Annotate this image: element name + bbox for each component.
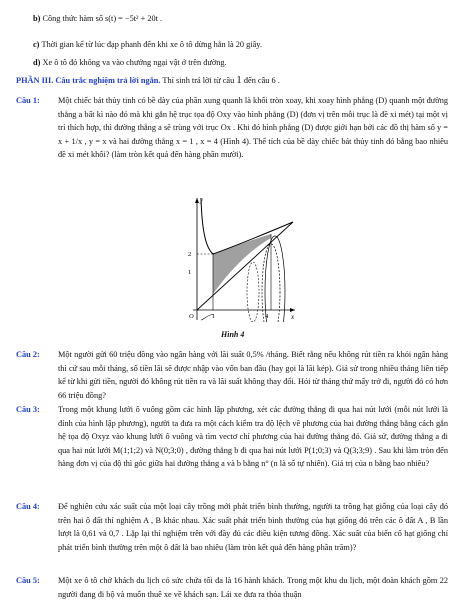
question-5-label: Câu 5: [16,576,40,585]
question-3-text: Trong một khung lưới ô vuông gồm các hình lập phương, xét các đường thẳng đi qua hai nút lưới (mỗi nút lưới là đỉnh của hình lập phương), người ta đưa ra một cách kiểm tra độ lệch về phương của hai đường thẳng bằng cách gắn hệ tọa độ Oxyz vào khung lưới ô vuông và tìm vectơ chỉ phương của hai đường thẳng đó. Giả sử, đường thẳng a đi qua hai nút lưới M(1;1;2) và N(0;3;0) , đường thẳng b đi qua hai nút lưới P(1;0;3) và Q(3;3;9) . Sau khi làm tròn đến hàng đơn vị của độ thì góc giữa hai đường thẳng a và b bằng n° (n là số tự nhiên). Giá trị của n bằng bao nhiêu? [58,405,448,468]
question-1-text: Một chiếc bát thủy tinh có bề dày của phần xung quanh là khối tròn xoay, khi xoay hình phẳng (D) quanh một đường thẳng a bất kì nào đó mà khi gắn hệ trục tọa độ Oxy vào hình phẳng (D) (đơn vị trên mỗi trục là đề xi mét) tại một vị trí thích hợp, thì đường thẳng a sẽ trùng với trục Ox . Khi đó hình phẳng (D) được giới hạn bởi các đồ thị hàm số y = x + 1/x , y = x và hai đường thẳng x = 1 , x = 4 (Hình 4). Thể tích của bề dày chiếc bát thủy tinh đó bằng bao nhiêu đề xi mét khối? (làm tròn kết quả đến hàng phần mười). [58,96,448,159]
y-axis-arrow-icon [195,198,199,203]
x-axis-arrow-icon [290,308,295,312]
tick-x-1: 1 [212,313,216,320]
question-3-label: Câu 3: [16,405,40,414]
line-y-equals-x [197,222,293,310]
figure-hinh-4 [175,192,300,322]
figure-caption: Hình 4 [221,330,245,339]
item-c: c) Thời gian kể từ lúc đạp phanh đến khi xe ô tô dừng hẳn là 20 giây. [33,40,262,49]
item-d: d) Xe ô tô đó không va vào chướng ngại vật ở trên đường. [33,58,227,67]
rotation-ellipse-1 [247,262,259,322]
question-4-label: Câu 4: [16,502,40,511]
origin-label: O [189,313,194,320]
question-4-text: Để nghiên cứu xác suất của một loại cây trồng mới phát triển bình thường, người ta trồng hạt giống của loại cây đó trên hai ô đất thí nghiệm A , B khác nhau. Xác suất phát triển bình thường của hạt giống đó trên các ô đất A , B lần lượt là 0,61 và 0,7 . Lặp lại thí nghiệm trên với đầy đủ các điều kiện tương đồng. Xác suất của biến cố hạt giống chỉ phát triển bình thường trên một ô đất là bao nhiêu (làm tròn kết quả đến hàng phần trăm)? [58,502,448,552]
y-axis-label: y [200,196,204,204]
item-b: b) Công thức hàm số s(t) = −5t² + 20t . [33,14,163,23]
tick-y-1: 1 [188,269,192,276]
section-heading: PHẦN III. Câu trắc nghiệm trả lời ngắn. Thí sinh trả lời từ câu 1 đến câu 6 . [16,74,280,86]
section-title: PHẦN III. Câu trắc nghiệm trả lời ngắn. [16,76,161,85]
question-1-label: Câu 1: [16,96,40,105]
question-5-text: Một xe ô tô chở khách du lịch có sức chứa tối đa là 16 hành khách. Trong một khu du lịch, một đoàn khách gồm 22 người đang đi bộ và muốn thuê xe về khách sạn. Lái xe đưa ra thỏa thuận [58,576,448,599]
rotation-ellipse-3 [265,236,285,322]
question-2-text: Một người gửi 60 triệu đồng vào ngân hàng với lãi suất 0,5% /tháng. Biết rằng nếu không rút tiền ra khỏi ngân hàng thì cứ sau mỗi tháng, số tiền lãi sẽ được nhập vào vốn ban đầu (hay gọi là lãi kép). Giả sử trong nhiều tháng liên tiếp kể từ khi gửi tiền, người đó không rút tiền ra và lãi suất không thay đổi. Hỏi từ tháng thứ mấy trở đi, người đó có hơn 66 triệu đồng? [58,350,448,400]
question-2-label: Câu 2: [16,350,40,359]
tick-x-4: 4 [265,313,269,320]
tick-y-2: 2 [188,251,192,258]
x-axis-label: x [291,313,295,321]
